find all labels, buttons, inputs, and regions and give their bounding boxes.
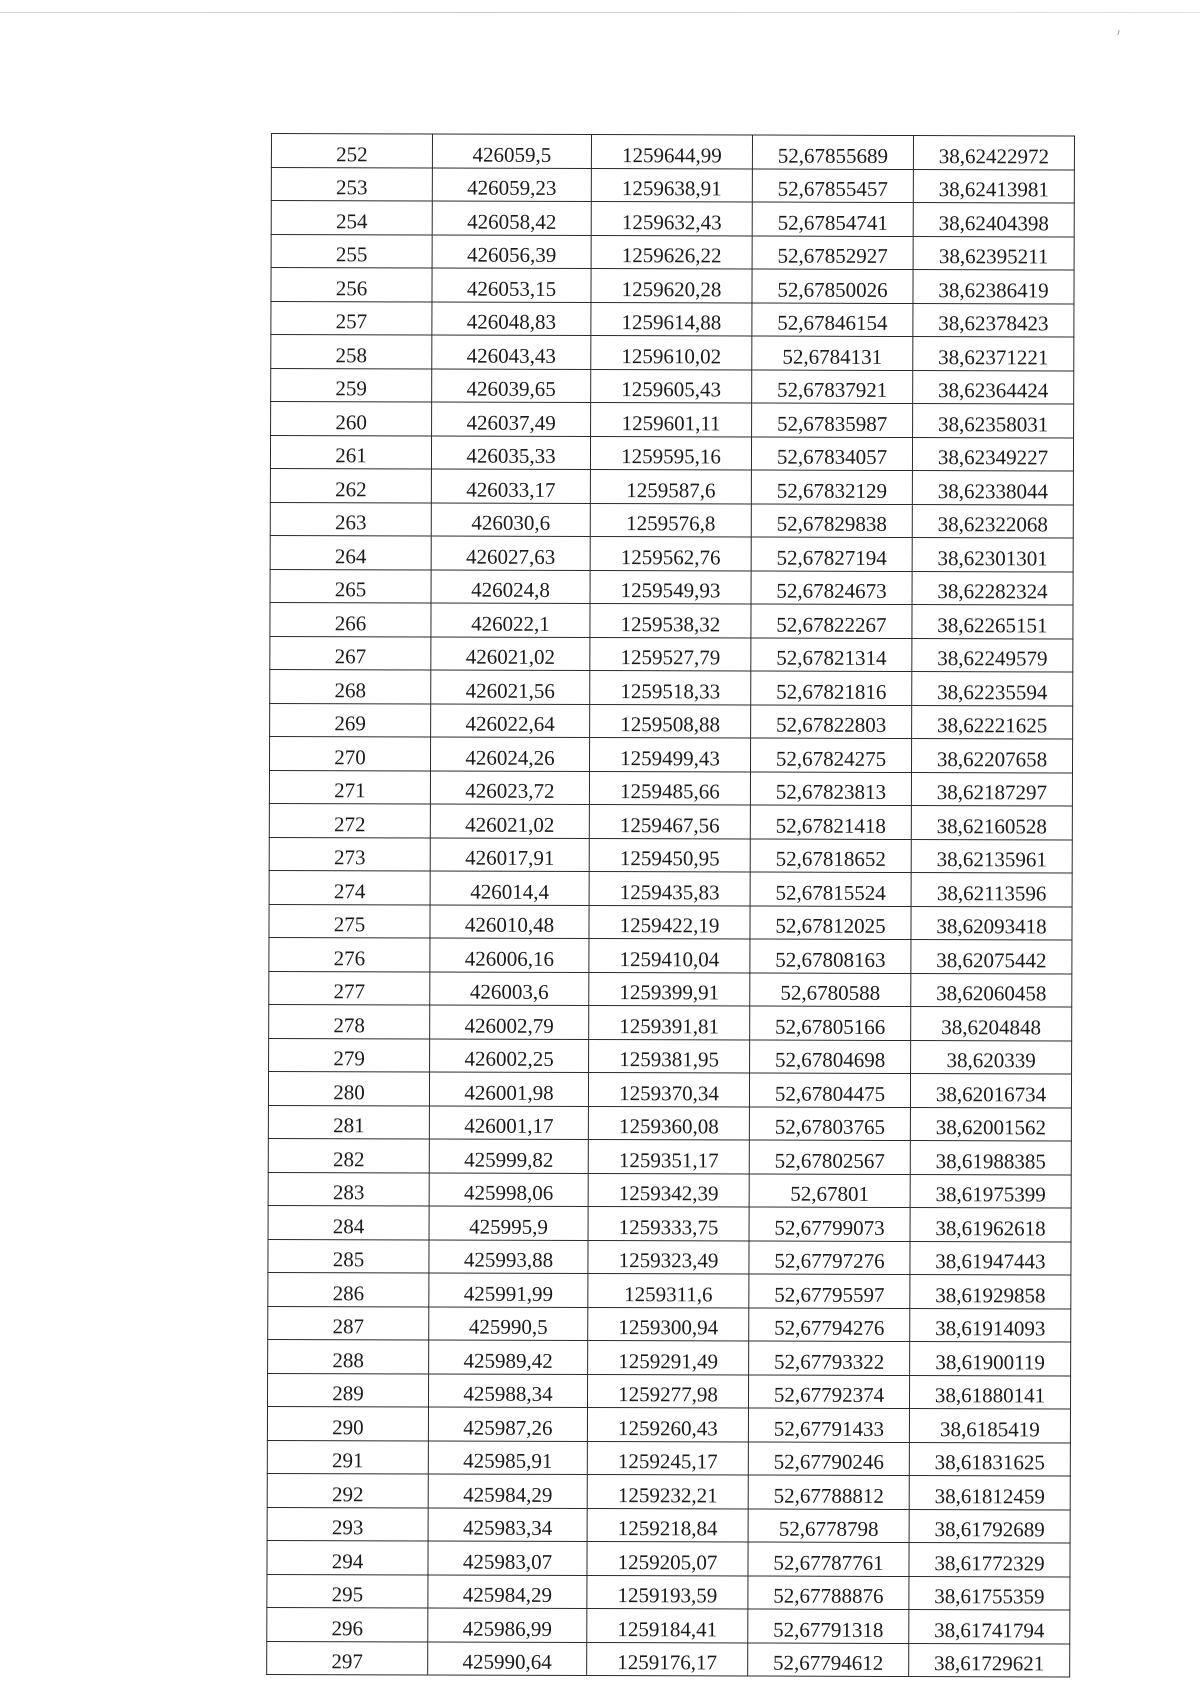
longitude-cell: 38,61962618 <box>910 1208 1071 1242</box>
latitude-cell: 52,67791318 <box>748 1609 909 1643</box>
table-row <box>270 535 1073 571</box>
latitude-cell: 52,67792374 <box>748 1375 909 1409</box>
latitude-cell: 52,67832129 <box>751 470 912 504</box>
point-number-cell: 282 <box>268 1138 429 1172</box>
table-row <box>269 770 1072 806</box>
x-coordinate-cell: 425990,5 <box>429 1307 588 1341</box>
longitude-cell: 38,62371221 <box>913 337 1074 371</box>
longitude-cell: 38,61947443 <box>910 1241 1071 1275</box>
point-number-cell: 257 <box>271 301 432 335</box>
y-coordinate-cell: 1259595,16 <box>590 436 751 470</box>
y-coordinate-cell: 1259193,59 <box>587 1575 748 1609</box>
x-coordinate-cell: 426002,79 <box>430 1005 589 1039</box>
latitude-cell: 52,67821314 <box>751 638 912 672</box>
table-row <box>268 1272 1071 1308</box>
latitude-cell: 52,67788812 <box>748 1475 909 1509</box>
table-row <box>271 402 1074 438</box>
point-number-cell: 263 <box>270 502 431 536</box>
latitude-cell: 52,67797276 <box>749 1241 910 1275</box>
y-coordinate-cell: 1259422,19 <box>589 905 750 939</box>
longitude-cell: 38,62413981 <box>913 169 1074 203</box>
y-coordinate-cell: 1259549,93 <box>590 570 751 604</box>
table-row <box>267 1473 1070 1509</box>
latitude-cell: 52,67799073 <box>749 1207 910 1241</box>
longitude-cell: 38,62338044 <box>912 471 1073 505</box>
longitude-cell: 38,61929858 <box>910 1275 1071 1309</box>
latitude-cell: 52,67788876 <box>748 1576 909 1610</box>
longitude-cell: 38,62187297 <box>911 772 1072 806</box>
x-coordinate-cell: 426021,56 <box>431 670 590 704</box>
table-row <box>268 1339 1071 1375</box>
y-coordinate-cell: 1259391,81 <box>589 1006 750 1040</box>
latitude-cell: 52,67815524 <box>750 872 911 906</box>
longitude-cell: 38,62075442 <box>911 940 1072 974</box>
point-number-cell: 260 <box>271 402 432 436</box>
point-number-cell: 271 <box>269 770 430 804</box>
latitude-cell: 52,67801 <box>749 1174 910 1208</box>
y-coordinate-cell: 1259342,39 <box>588 1173 749 1207</box>
longitude-cell: 38,62160528 <box>911 806 1072 840</box>
scan-edge-line <box>0 12 1200 13</box>
y-coordinate-cell: 1259410,04 <box>589 939 750 973</box>
point-number-cell: 255 <box>271 234 432 268</box>
latitude-cell: 52,67808163 <box>750 939 911 973</box>
table-row <box>269 904 1072 940</box>
longitude-cell: 38,62422972 <box>913 136 1074 170</box>
longitude-cell: 38,62135961 <box>911 839 1072 873</box>
x-coordinate-cell: 425993,88 <box>429 1240 588 1274</box>
point-number-cell: 267 <box>270 636 431 670</box>
y-coordinate-cell: 1259644,99 <box>591 135 752 169</box>
x-coordinate-cell: 426002,25 <box>430 1039 589 1073</box>
y-coordinate-cell: 1259499,43 <box>589 738 750 772</box>
x-coordinate-cell: 426027,63 <box>431 536 590 570</box>
x-coordinate-cell: 426021,02 <box>430 804 589 838</box>
longitude-cell: 38,62265151 <box>912 605 1073 639</box>
x-coordinate-cell: 426035,33 <box>431 436 590 470</box>
x-coordinate-cell: 425990,64 <box>428 1641 587 1675</box>
point-number-cell: 252 <box>271 134 432 168</box>
point-number-cell: 278 <box>269 1004 430 1038</box>
latitude-cell: 52,67821816 <box>751 671 912 705</box>
x-coordinate-cell: 425998,06 <box>429 1173 588 1207</box>
table-row <box>267 1373 1070 1409</box>
x-coordinate-cell: 426022,64 <box>431 704 590 738</box>
x-coordinate-cell: 426058,42 <box>432 201 591 235</box>
point-number-cell: 258 <box>271 335 432 369</box>
y-coordinate-cell: 1259538,32 <box>590 604 751 638</box>
latitude-cell: 52,6780588 <box>750 973 911 1007</box>
table-row <box>268 1105 1071 1141</box>
latitude-cell: 52,67794612 <box>748 1643 909 1677</box>
y-coordinate-cell: 1259311,6 <box>588 1274 749 1308</box>
x-coordinate-cell: 426059,5 <box>432 134 591 168</box>
longitude-cell: 38,62249579 <box>912 638 1073 672</box>
latitude-cell: 52,67855689 <box>752 135 913 169</box>
latitude-cell: 52,67824275 <box>750 738 911 772</box>
point-number-cell: 290 <box>267 1406 428 1440</box>
point-number-cell: 288 <box>268 1339 429 1373</box>
table-row <box>271 134 1074 170</box>
table-row <box>267 1440 1070 1476</box>
table-row <box>271 201 1074 237</box>
table-row <box>271 335 1074 371</box>
table-row <box>270 703 1073 739</box>
x-coordinate-cell: 426059,23 <box>432 168 591 202</box>
y-coordinate-cell: 1259218,84 <box>587 1508 748 1542</box>
point-number-cell: 272 <box>269 803 430 837</box>
longitude-cell: 38,6204848 <box>911 1007 1072 1041</box>
latitude-cell: 52,67812025 <box>750 906 911 940</box>
table-row <box>267 1641 1070 1677</box>
point-number-cell: 259 <box>271 368 432 402</box>
x-coordinate-cell: 426001,17 <box>429 1106 588 1140</box>
longitude-cell: 38,62358031 <box>913 404 1074 438</box>
longitude-cell: 38,61812459 <box>909 1476 1070 1510</box>
point-number-cell: 279 <box>269 1038 430 1072</box>
y-coordinate-cell: 1259605,43 <box>591 369 752 403</box>
latitude-cell: 52,67790246 <box>748 1442 909 1476</box>
latitude-cell: 52,67822267 <box>751 604 912 638</box>
longitude-cell: 38,61988385 <box>910 1141 1071 1175</box>
longitude-cell: 38,62364424 <box>913 370 1074 404</box>
latitude-cell: 52,67804475 <box>749 1073 910 1107</box>
x-coordinate-cell: 426001,98 <box>429 1072 588 1106</box>
y-coordinate-cell: 1259467,56 <box>589 805 750 839</box>
longitude-cell: 38,61755359 <box>909 1576 1070 1610</box>
table-row <box>268 1239 1071 1275</box>
x-coordinate-cell: 425988,34 <box>428 1374 587 1408</box>
x-coordinate-cell: 426056,39 <box>432 235 591 269</box>
point-number-cell: 270 <box>269 736 430 770</box>
point-number-cell: 296 <box>267 1607 428 1641</box>
point-number-cell: 277 <box>269 971 430 1005</box>
point-number-cell: 262 <box>270 468 431 502</box>
x-coordinate-cell: 426030,6 <box>431 503 590 537</box>
latitude-cell: 52,67829838 <box>751 504 912 538</box>
y-coordinate-cell: 1259614,88 <box>591 302 752 336</box>
table-row <box>270 569 1073 605</box>
longitude-cell: 38,62093418 <box>911 906 1072 940</box>
x-coordinate-cell: 425991,99 <box>429 1273 588 1307</box>
y-coordinate-cell: 1259323,49 <box>588 1240 749 1274</box>
y-coordinate-cell: 1259610,02 <box>591 336 752 370</box>
latitude-cell: 52,67795597 <box>749 1274 910 1308</box>
y-coordinate-cell: 1259576,8 <box>590 503 751 537</box>
longitude-cell: 38,62395211 <box>913 236 1074 270</box>
point-number-cell: 297 <box>267 1641 428 1675</box>
longitude-cell: 38,61880141 <box>909 1375 1070 1409</box>
x-coordinate-cell: 425983,34 <box>428 1508 587 1542</box>
x-coordinate-cell: 426003,6 <box>430 972 589 1006</box>
point-number-cell: 274 <box>269 870 430 904</box>
latitude-cell: 52,6778798 <box>748 1509 909 1543</box>
table-row <box>271 368 1074 404</box>
x-coordinate-cell: 425984,29 <box>428 1575 587 1609</box>
y-coordinate-cell: 1259300,94 <box>588 1307 749 1341</box>
latitude-cell: 52,6784131 <box>752 336 913 370</box>
point-number-cell: 261 <box>270 435 431 469</box>
table-row <box>269 870 1072 906</box>
table-row <box>268 1172 1071 1208</box>
coordinates-table-container <box>271 133 1074 1675</box>
longitude-cell: 38,62016734 <box>910 1074 1071 1108</box>
table-row <box>267 1540 1070 1576</box>
y-coordinate-cell: 1259587,6 <box>590 470 751 504</box>
x-coordinate-cell: 426048,83 <box>432 302 591 336</box>
y-coordinate-cell: 1259360,08 <box>588 1106 749 1140</box>
y-coordinate-cell: 1259632,43 <box>591 202 752 236</box>
y-coordinate-cell: 1259562,76 <box>590 537 751 571</box>
table-row <box>268 1071 1071 1107</box>
longitude-cell: 38,62060458 <box>911 973 1072 1007</box>
x-coordinate-cell: 425999,82 <box>429 1139 588 1173</box>
table-row <box>269 1038 1072 1074</box>
x-coordinate-cell: 425989,42 <box>429 1340 588 1374</box>
table-row <box>267 1574 1070 1610</box>
y-coordinate-cell: 1259527,79 <box>590 637 751 671</box>
point-number-cell: 291 <box>267 1440 428 1474</box>
longitude-cell: 38,6185419 <box>909 1409 1070 1443</box>
y-coordinate-cell: 1259638,91 <box>591 168 752 202</box>
latitude-cell: 52,67787761 <box>748 1542 909 1576</box>
longitude-cell: 38,62386419 <box>913 270 1074 304</box>
table-row <box>267 1507 1070 1543</box>
y-coordinate-cell: 1259351,17 <box>588 1140 749 1174</box>
x-coordinate-cell: 425995,9 <box>429 1206 588 1240</box>
table-row <box>269 971 1072 1007</box>
point-number-cell: 269 <box>270 703 431 737</box>
x-coordinate-cell: 426053,15 <box>432 268 591 302</box>
table-row <box>270 636 1073 672</box>
longitude-cell: 38,61741794 <box>909 1610 1070 1644</box>
x-coordinate-cell: 425986,99 <box>428 1608 587 1642</box>
point-number-cell: 253 <box>271 167 432 201</box>
point-number-cell: 285 <box>268 1239 429 1273</box>
y-coordinate-cell: 1259450,95 <box>589 838 750 872</box>
table-row <box>270 669 1073 705</box>
point-number-cell: 273 <box>269 837 430 871</box>
longitude-cell: 38,62207658 <box>911 739 1072 773</box>
table-row <box>267 1607 1070 1643</box>
point-number-cell: 254 <box>271 201 432 235</box>
latitude-cell: 52,67835987 <box>752 403 913 437</box>
point-number-cell: 292 <box>267 1473 428 1507</box>
longitude-cell: 38,62001562 <box>910 1107 1071 1141</box>
latitude-cell: 52,67805166 <box>750 1006 911 1040</box>
x-coordinate-cell: 426033,17 <box>431 469 590 503</box>
point-number-cell: 265 <box>270 569 431 603</box>
longitude-cell: 38,61975399 <box>910 1174 1071 1208</box>
table-row <box>267 1406 1070 1442</box>
point-number-cell: 286 <box>268 1272 429 1306</box>
longitude-cell: 38,61792689 <box>909 1509 1070 1543</box>
y-coordinate-cell: 1259518,33 <box>590 671 751 705</box>
y-coordinate-cell: 1259232,21 <box>587 1475 748 1509</box>
y-coordinate-cell: 1259205,07 <box>587 1541 748 1575</box>
y-coordinate-cell: 1259277,98 <box>587 1374 748 1408</box>
point-number-cell: 284 <box>268 1205 429 1239</box>
y-coordinate-cell: 1259381,95 <box>589 1039 750 1073</box>
point-number-cell: 264 <box>270 535 431 569</box>
point-number-cell: 281 <box>268 1105 429 1139</box>
x-coordinate-cell: 426024,8 <box>431 570 590 604</box>
y-coordinate-cell: 1259508,88 <box>590 704 751 738</box>
table-row <box>270 435 1073 471</box>
y-coordinate-cell: 1259399,91 <box>589 972 750 1006</box>
x-coordinate-cell: 425985,91 <box>428 1441 587 1475</box>
longitude-cell: 38,61900119 <box>910 1342 1071 1376</box>
table-row <box>271 301 1074 337</box>
x-coordinate-cell: 426024,26 <box>430 737 589 771</box>
table-row <box>269 837 1072 873</box>
longitude-cell: 38,62235594 <box>912 672 1073 706</box>
table-row <box>269 736 1072 772</box>
longitude-cell: 38,62282324 <box>912 571 1073 605</box>
longitude-cell: 38,62221625 <box>912 705 1073 739</box>
coordinates-table <box>266 133 1075 1678</box>
point-number-cell: 280 <box>268 1071 429 1105</box>
latitude-cell: 52,67852927 <box>752 236 913 270</box>
latitude-cell: 52,67803765 <box>749 1107 910 1141</box>
latitude-cell: 52,67846154 <box>752 303 913 337</box>
table-row <box>270 468 1073 504</box>
longitude-cell: 38,61831625 <box>909 1442 1070 1476</box>
latitude-cell: 52,67850026 <box>752 269 913 303</box>
latitude-cell: 52,67834057 <box>751 437 912 471</box>
table-row <box>270 602 1073 638</box>
latitude-cell: 52,67822803 <box>751 705 912 739</box>
latitude-cell: 52,67794276 <box>749 1308 910 1342</box>
point-number-cell: 268 <box>270 669 431 703</box>
point-number-cell: 295 <box>267 1574 428 1608</box>
point-number-cell: 266 <box>270 602 431 636</box>
x-coordinate-cell: 426010,48 <box>430 905 589 939</box>
table-row <box>269 1004 1072 1040</box>
table-row <box>269 937 1072 973</box>
scan-speck <box>1117 30 1119 35</box>
point-number-cell: 293 <box>267 1507 428 1541</box>
longitude-cell: 38,62301301 <box>912 538 1073 572</box>
point-number-cell: 275 <box>269 904 430 938</box>
y-coordinate-cell: 1259260,43 <box>587 1408 748 1442</box>
point-number-cell: 294 <box>267 1540 428 1574</box>
x-coordinate-cell: 426014,4 <box>430 871 589 905</box>
table-row <box>270 502 1073 538</box>
table-row <box>268 1205 1071 1241</box>
latitude-cell: 52,67837921 <box>752 370 913 404</box>
y-coordinate-cell: 1259333,75 <box>588 1207 749 1241</box>
latitude-cell: 52,67793322 <box>749 1341 910 1375</box>
table-row <box>271 268 1074 304</box>
table-row <box>269 803 1072 839</box>
coordinates-table-body <box>267 134 1075 1678</box>
table-row <box>271 167 1074 203</box>
y-coordinate-cell: 1259485,66 <box>589 771 750 805</box>
longitude-cell: 38,62322068 <box>912 504 1073 538</box>
latitude-cell: 52,67821418 <box>750 805 911 839</box>
table-row <box>271 234 1074 270</box>
x-coordinate-cell: 426037,49 <box>432 402 591 436</box>
x-coordinate-cell: 425984,29 <box>428 1474 587 1508</box>
x-coordinate-cell: 426023,72 <box>430 771 589 805</box>
point-number-cell: 256 <box>271 268 432 302</box>
latitude-cell: 52,67855457 <box>752 169 913 203</box>
table-row <box>268 1306 1071 1342</box>
latitude-cell: 52,67827194 <box>751 537 912 571</box>
y-coordinate-cell: 1259626,22 <box>591 235 752 269</box>
y-coordinate-cell: 1259291,49 <box>588 1341 749 1375</box>
y-coordinate-cell: 1259184,41 <box>587 1608 748 1642</box>
y-coordinate-cell: 1259620,28 <box>591 269 752 303</box>
x-coordinate-cell: 426021,02 <box>431 637 590 671</box>
y-coordinate-cell: 1259435,83 <box>589 872 750 906</box>
longitude-cell: 38,61729621 <box>909 1643 1070 1677</box>
x-coordinate-cell: 425987,26 <box>428 1407 587 1441</box>
point-number-cell: 283 <box>268 1172 429 1206</box>
point-number-cell: 276 <box>269 937 430 971</box>
x-coordinate-cell: 426022,1 <box>431 603 590 637</box>
point-number-cell: 289 <box>267 1373 428 1407</box>
latitude-cell: 52,67804698 <box>750 1040 911 1074</box>
table-row <box>268 1138 1071 1174</box>
x-coordinate-cell: 426017,91 <box>430 838 589 872</box>
longitude-cell: 38,62349227 <box>912 437 1073 471</box>
latitude-cell: 52,67824673 <box>751 571 912 605</box>
longitude-cell: 38,61914093 <box>910 1308 1071 1342</box>
latitude-cell: 52,67802567 <box>749 1140 910 1174</box>
x-coordinate-cell: 426039,65 <box>432 369 591 403</box>
x-coordinate-cell: 426006,16 <box>430 938 589 972</box>
latitude-cell: 52,67818652 <box>750 839 911 873</box>
x-coordinate-cell: 426043,43 <box>432 335 591 369</box>
y-coordinate-cell: 1259245,17 <box>587 1441 748 1475</box>
x-coordinate-cell: 425983,07 <box>428 1541 587 1575</box>
longitude-cell: 38,61772329 <box>909 1543 1070 1577</box>
y-coordinate-cell: 1259176,17 <box>587 1642 748 1676</box>
longitude-cell: 38,620339 <box>911 1040 1072 1074</box>
point-number-cell: 287 <box>268 1306 429 1340</box>
y-coordinate-cell: 1259601,11 <box>591 403 752 437</box>
longitude-cell: 38,62404398 <box>913 203 1074 237</box>
latitude-cell: 52,67823813 <box>750 772 911 806</box>
latitude-cell: 52,67791433 <box>748 1408 909 1442</box>
longitude-cell: 38,62113596 <box>911 873 1072 907</box>
y-coordinate-cell: 1259370,34 <box>588 1073 749 1107</box>
latitude-cell: 52,67854741 <box>752 202 913 236</box>
longitude-cell: 38,62378423 <box>913 303 1074 337</box>
